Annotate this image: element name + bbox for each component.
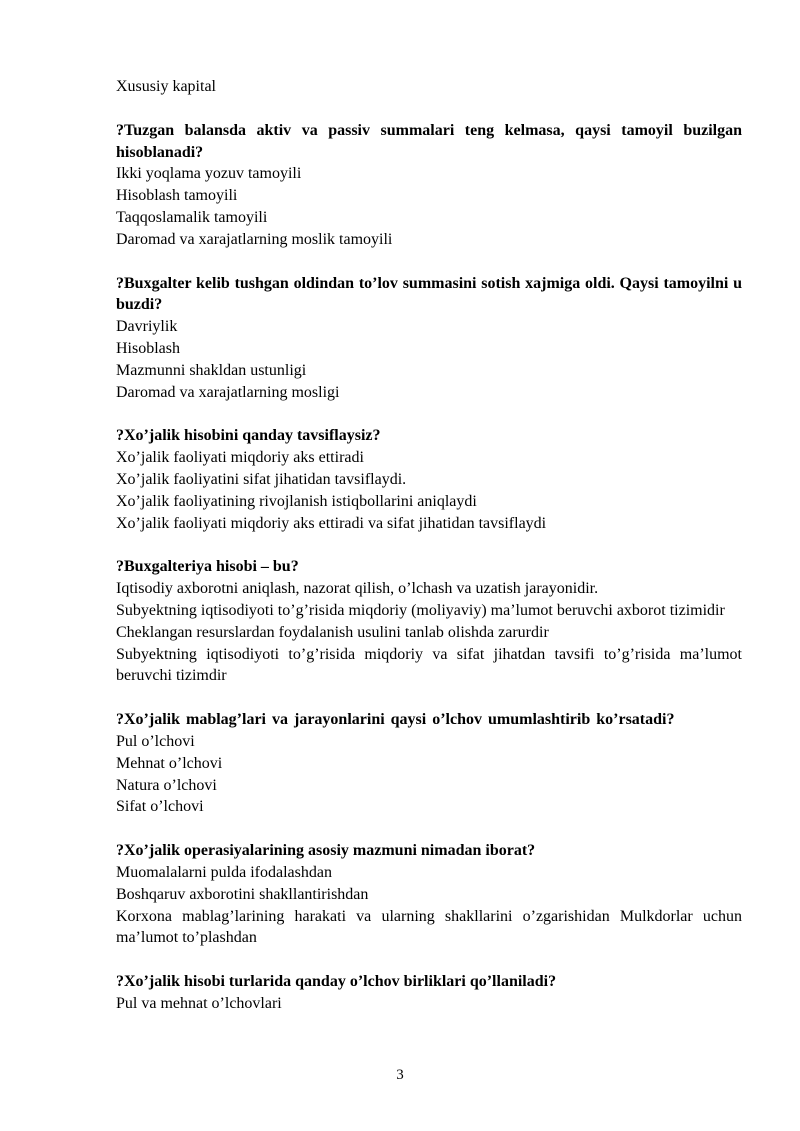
- question-text: ?Buxgalter kelib tushgan oldindan to’lov summasini sotish xajmiga oldi. Qaysi tamoyilni u buzdi?: [116, 274, 742, 314]
- answer-option: Xo’jalik faoliyatining rivojlanish istiqbollarini aniqlaydi: [116, 492, 477, 510]
- page-number: 3: [396, 1067, 404, 1083]
- answer-option: Davriylik: [116, 318, 178, 336]
- answer-option: Taqqoslamalik tamoyili: [116, 208, 268, 226]
- document-page: [116, 76, 742, 1015]
- answer-option: Muomalalarni pulda ifodalashdan: [116, 863, 332, 881]
- lead-line: Xususiy kapital: [116, 78, 216, 95]
- answer-option: Pul va mehnat o’lchovlari: [116, 994, 282, 1012]
- question-text: ?Xo’jalik hisobi turlarida qanday o’lchov birliklari qo’llaniladi?: [116, 973, 557, 991]
- question-block: [116, 425, 742, 534]
- question-text: ?Tuzgan balansda aktiv va passiv summalari teng kelmasa, qaysi tamoyil buzilgan hisoblanadi?: [116, 121, 742, 161]
- answer-option: Hisoblash: [116, 339, 180, 357]
- answer-option: Subyektning iqtisodiyoti to’g’risida miqdoriy (moliyaviy) ma’lumot beruvchi axborot tizimidir: [116, 601, 725, 619]
- answer-option: Natura o’lchovi: [116, 776, 217, 794]
- answer-option: Iqtisodiy axborotni aniqlash, nazorat qilish, o’lchash va uzatish jarayonidir.: [116, 580, 599, 598]
- answer-option: Cheklangan resurslardan foydalanish usulini tanlab olishda zarurdir: [116, 623, 549, 641]
- answer-option: Sifat o’lchovi: [116, 798, 204, 816]
- answer-option: Pul o’lchovi: [116, 732, 195, 750]
- question-block: [116, 971, 742, 1015]
- answer-option: Boshqaruv axborotini shakllantirishdan: [116, 885, 369, 903]
- question-block: [116, 556, 742, 687]
- question-text: ?Xo’jalik operasiyalarining asosiy mazmuni nimadan iborat?: [116, 842, 536, 860]
- answer-option: Xo’jalik faoliyati miqdoriy aks ettiradi: [116, 449, 364, 467]
- answer-option: Subyektning iqtisodiyoti to’g’risida miqdoriy va sifat jihatdan tavsifi to’g’risida ma’lumot beruvchi tizimdir: [116, 645, 742, 685]
- answer-option: Ikki yoqlama yozuv tamoyili: [116, 165, 302, 183]
- question-block: [116, 120, 742, 251]
- answer-option: Xo’jalik faoliyatini sifat jihatidan tavsiflaydi.: [116, 470, 407, 488]
- answer-option: Mazmunni shakldan ustunligi: [116, 361, 307, 379]
- answer-option: Xo’jalik faoliyati miqdoriy aks ettiradi va sifat jihatidan tavsiflaydi: [116, 514, 547, 532]
- question-text: ?Xo’jalik mablag’lari va jarayonlarini qaysi o’lchov umumlashtirib ko’rsatadi?: [116, 711, 675, 729]
- answer-option: Mehnat o’lchovi: [116, 754, 223, 772]
- question-text: ?Xo’jalik hisobini qanday tavsiflaysiz?: [116, 427, 381, 445]
- question-text: ?Buxgalteriya hisobi – bu?: [116, 558, 299, 576]
- answer-option: Hisoblash tamoyili: [116, 187, 238, 205]
- question-block: [116, 709, 742, 818]
- answer-option: Daromad va xarajatlarning mosligi: [116, 383, 340, 401]
- question-block: [116, 840, 742, 949]
- answer-option: Korxona mablag’larining harakati va ularning shakllarini o’zgarishidan Mulkdorlar uchun ma’lumot to’plashdan: [116, 907, 742, 947]
- question-block: [116, 273, 742, 404]
- answer-option: Daromad va xarajatlarning moslik tamoyili: [116, 230, 393, 248]
